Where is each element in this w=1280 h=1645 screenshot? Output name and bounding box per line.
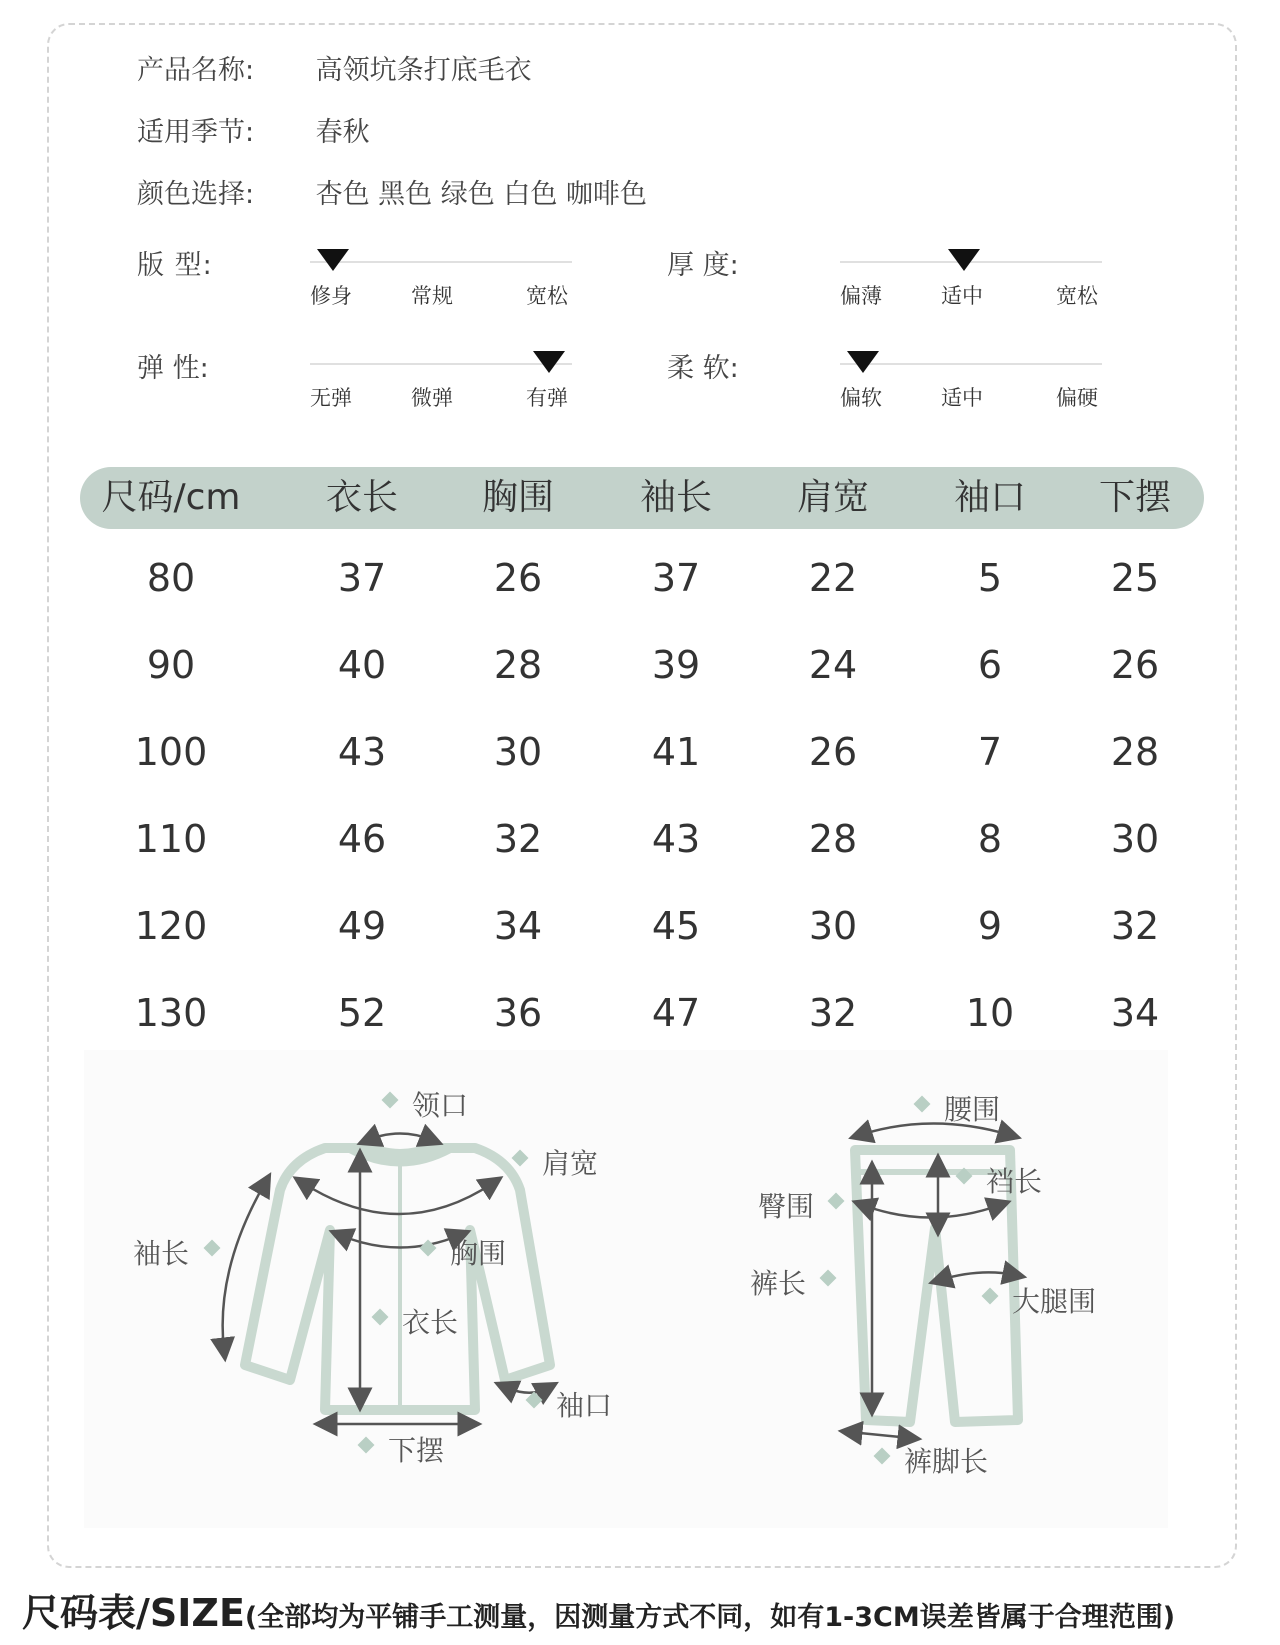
color-label: 颜色选择:	[137, 179, 255, 210]
table-cell: 6	[977, 643, 1003, 687]
table-cell: 25	[1110, 556, 1160, 600]
collar-label: 领口	[412, 1089, 469, 1122]
table-cell: 32	[493, 817, 543, 861]
table-cell: 110	[134, 817, 208, 861]
table-cell: 100	[134, 730, 208, 774]
table-cell: 80	[146, 556, 196, 600]
table-cell: 30	[808, 904, 858, 948]
table-cell: 26	[1110, 643, 1160, 687]
table-header-cell: 尺码/cm	[101, 477, 241, 518]
table-cell: 36	[493, 991, 543, 1035]
table-cell: 22	[808, 556, 858, 600]
softness-label: 柔 软:	[667, 353, 739, 384]
table-header-cell: 肩宽	[796, 477, 869, 518]
thickness-label: 厚 度:	[667, 250, 739, 281]
table-cell: 5	[977, 556, 1003, 600]
table-cell: 37	[337, 556, 387, 600]
product-name-value: 高领坑条打底毛衣	[315, 55, 532, 86]
leg-opening-label: 裤脚长	[904, 1445, 989, 1478]
fit-option: 常规	[411, 284, 453, 308]
season-label: 适用季节:	[137, 117, 255, 148]
table-cell: 34	[1110, 991, 1160, 1035]
color-value: 杏色 黑色 绿色 白色 咖啡色	[315, 179, 647, 210]
shoulder-label: 肩宽	[542, 1147, 599, 1180]
table-header-cell: 袖长	[639, 477, 712, 518]
table-cell: 30	[493, 730, 543, 774]
elasticity-label: 弹 性:	[137, 353, 209, 384]
table-cell: 24	[808, 643, 858, 687]
softness-option: 偏硬	[1056, 386, 1098, 410]
table-cell: 34	[493, 904, 543, 948]
table-cell: 40	[337, 643, 387, 687]
hem-label: 下摆	[388, 1434, 445, 1467]
table-cell: 49	[337, 904, 387, 948]
table-cell: 28	[493, 643, 543, 687]
elasticity-option: 微弹	[411, 386, 453, 410]
cuff-label: 袖口	[556, 1389, 613, 1422]
table-cell: 9	[977, 904, 1003, 948]
table-cell: 8	[977, 817, 1003, 861]
table-header-cell: 衣长	[325, 477, 398, 518]
table-header-cell: 下摆	[1098, 477, 1171, 518]
table-cell: 32	[1110, 904, 1160, 948]
table-cell: 30	[1110, 817, 1160, 861]
table-cell: 37	[651, 556, 701, 600]
crotch-label: 裆长	[986, 1165, 1043, 1198]
thickness-option: 宽松	[1056, 284, 1098, 308]
thickness-option: 适中	[941, 284, 983, 308]
waist-label: 腰围	[944, 1093, 1001, 1126]
thickness-option: 偏薄	[840, 284, 882, 308]
hip-label: 臀围	[758, 1190, 815, 1223]
table-cell: 45	[651, 904, 701, 948]
fit-label: 版 型:	[137, 250, 213, 281]
product-name-label: 产品名称:	[137, 55, 255, 86]
table-cell: 28	[1110, 730, 1160, 774]
table-cell: 47	[651, 991, 701, 1035]
pant-length-label: 裤长	[750, 1267, 807, 1300]
table-cell: 10	[965, 991, 1015, 1035]
table-cell: 26	[808, 730, 858, 774]
table-header-cell: 胸围	[481, 477, 554, 518]
chest-label: 胸围	[450, 1237, 507, 1270]
sleeve-label: 袖长	[133, 1237, 190, 1270]
table-cell: 120	[134, 904, 208, 948]
table-cell: 39	[651, 643, 701, 687]
table-cell: 90	[146, 643, 196, 687]
footer-title: 尺码表/SIZE	[22, 1591, 245, 1635]
table-cell: 130	[134, 991, 208, 1035]
table-cell: 46	[337, 817, 387, 861]
softness-option: 偏软	[840, 386, 882, 410]
table-cell: 43	[651, 817, 701, 861]
fit-option: 宽松	[526, 284, 568, 308]
table-cell: 52	[337, 991, 387, 1035]
table-cell: 26	[493, 556, 543, 600]
elasticity-option: 有弹	[526, 386, 568, 410]
table-cell: 7	[977, 730, 1003, 774]
size-chart-footer	[22, 1582, 1175, 1637]
season-value: 春秋	[315, 117, 370, 148]
footer-note: (全部均为平铺手工测量，因测量方式不同，如有1-3CM误差皆属于合理范围)	[244, 1602, 1176, 1633]
elasticity-option: 无弹	[310, 386, 352, 410]
sweater-arrows	[223, 1134, 548, 1425]
sweater-outline	[245, 1148, 550, 1410]
table-cell: 32	[808, 991, 858, 1035]
softness-option: 适中	[941, 386, 983, 410]
table-cell: 28	[808, 817, 858, 861]
table-cell: 43	[337, 730, 387, 774]
length-label: 衣长	[402, 1306, 459, 1339]
table-cell: 41	[651, 730, 701, 774]
table-header-cell: 袖口	[953, 477, 1026, 518]
thigh-label: 大腿围	[1012, 1285, 1097, 1318]
fit-option: 修身	[310, 284, 352, 308]
